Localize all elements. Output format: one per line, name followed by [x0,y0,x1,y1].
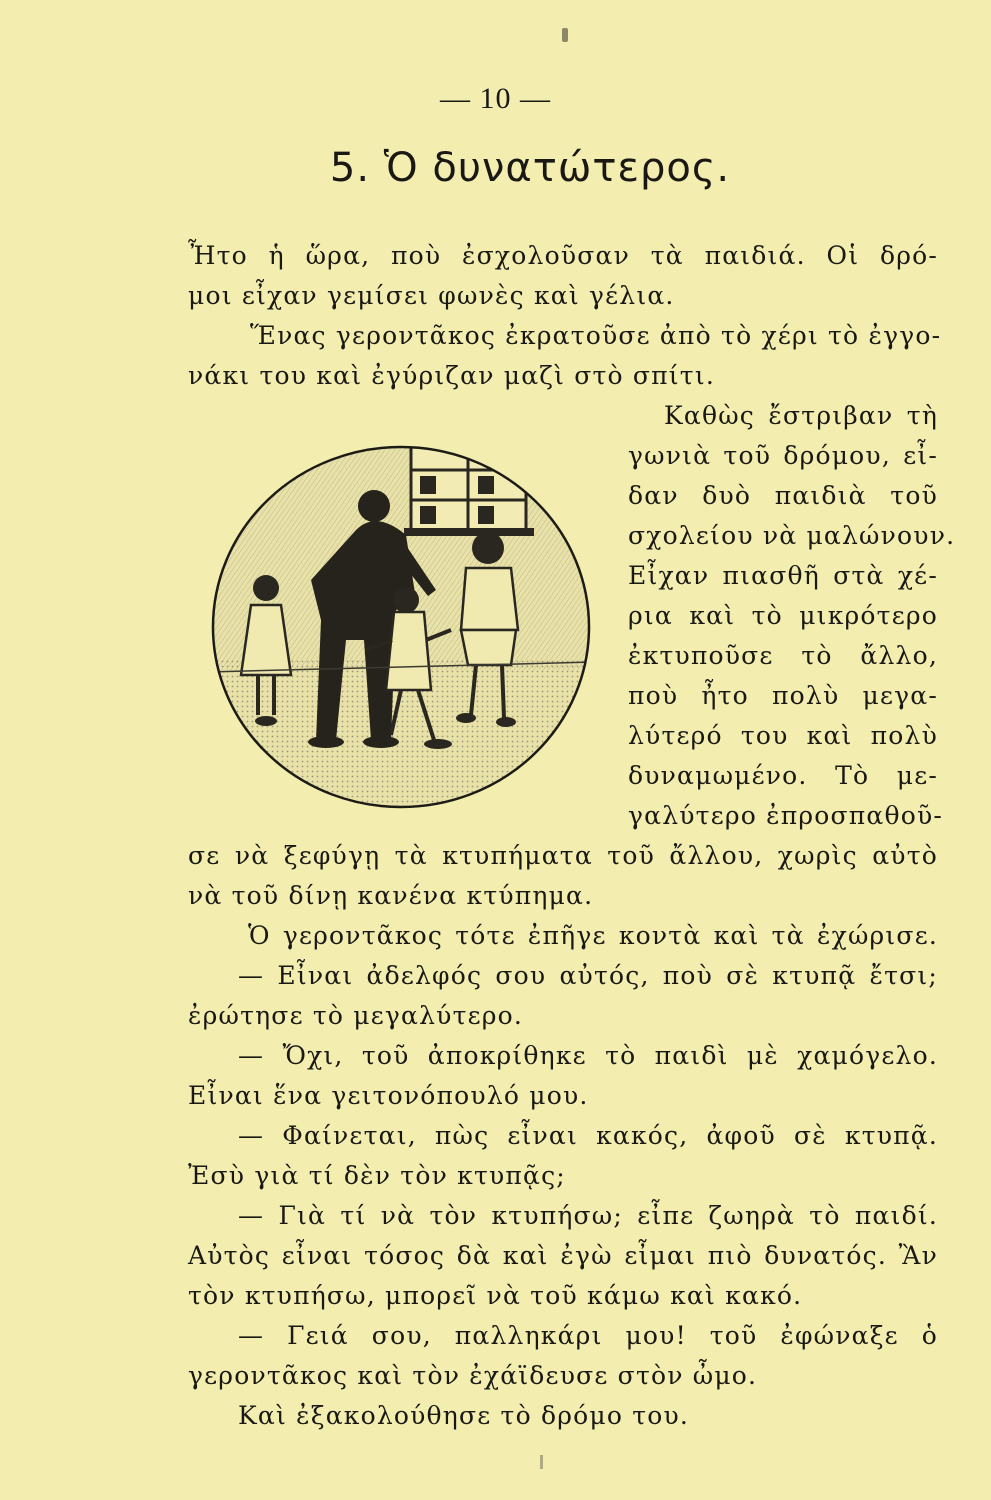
text-line: δαν δυὸ παιδιὰ τοῦ [628,481,938,510]
text-line: ποὺ ἦτο πολὺ μεγα- [628,681,938,710]
text-line: — Γειά σου, παλληκάρι μου! τοῦ ἐφώναξε ὁ [238,1321,938,1350]
text-line: Εἶχαν πιασθῆ στὰ χέ- [628,561,938,590]
right-column-text [628,396,956,836]
intro-paragraphs [188,236,942,396]
text-line: σε νὰ ξεφύγῃ τὰ κτυπήματα τοῦ ἄλλου, χωρὶς αὐτὸ [188,841,938,870]
text-line: νὰ τοῦ δίνῃ κανένα κτύπημα. [188,881,594,910]
text-line: σχολείου νὰ μαλώνουν. [628,521,956,550]
text-line: τὸν κτυπήσω, μπορεῖ νὰ τοῦ κάμω καὶ κακό. [188,1281,803,1310]
text-line: ρια καὶ τὸ μικρότερο [628,601,938,630]
print-mark [540,1455,543,1469]
text-line: γεροντᾶκος καὶ τὸν ἐχάϊδευσε στὸν ὦμο. [188,1361,758,1390]
window-drawing [404,440,534,536]
text-line: Καὶ ἐξακολούθησε τὸ δρόμο του. [238,1401,690,1430]
text-line: — Φαίνεται, πὼς εἶναι κακός, ἀφοῦ σὲ κτυπᾷ. [238,1121,938,1150]
text-line: Εἶναι ἕνα γειτονόπουλό μου. [188,1081,589,1110]
page-number: — 10 — [440,82,551,115]
text-line: ἐκτυποῦσε τὸ ἄλλο, [628,641,938,670]
text-line: Ἦτο ἡ ὥρα, ποὺ ἐσχολοῦσαν τὰ παιδιά. Οἱ δρό- [188,241,938,270]
illustration-vignette [206,440,596,814]
text-line: Καθὼς ἔστριβαν τὴ [664,401,938,430]
chapter-title: 5. Ὁ δυνατώτερος. [329,145,731,191]
story-paragraphs [188,836,938,1436]
text-line: μοι εἶχαν γεμίσει φωνὲς καὶ γέλια. [188,281,675,310]
text-line: λύτερό του καὶ πολὺ [628,721,938,750]
text-line: Αὐτὸς εἶναι τόσος δὰ καὶ ἐγὼ εἶμαι πιὸ δυνατός. Ἂν [188,1241,938,1270]
text-line: νάκι του καὶ ἐγύριζαν μαζὶ στὸ σπίτι. [188,361,715,390]
text-line: Ἕνας γεροντᾶκος ἐκρατοῦσε ἀπὸ τὸ χέρι τὸ ἐγγο- [250,321,942,350]
text-line: ἐρώτησε τὸ μεγαλύτερο. [188,1001,524,1030]
text-line: Ἐσὺ γιὰ τί δὲν τὸν κτυπᾷς; [188,1161,566,1190]
print-mark [562,28,568,42]
text-line: γωνιὰ τοῦ δρόμου, εἶ- [628,441,938,470]
text-line: — Εἶναι ἀδελφός σου αὐτός, ποὺ σὲ κτυπᾷ ἔτσι; [238,961,938,990]
text-line: δυναμωμένο. Τὸ με- [628,761,938,790]
text-line: — Ὄχι, τοῦ ἀποκρίθηκε τὸ παιδὶ μὲ χαμόγελο. [238,1041,938,1070]
text-line: Ὁ γεροντᾶκος τότε ἐπῆγε κοντὰ καὶ τὰ ἐχώρισε. [248,921,938,950]
text-line: γαλύτερο ἐπροσπαθοῦ- [628,801,944,830]
text-line: — Γιὰ τί νὰ τὸν κτυπήσω; εἶπε ζωηρὰ τὸ παιδί. [238,1201,938,1230]
